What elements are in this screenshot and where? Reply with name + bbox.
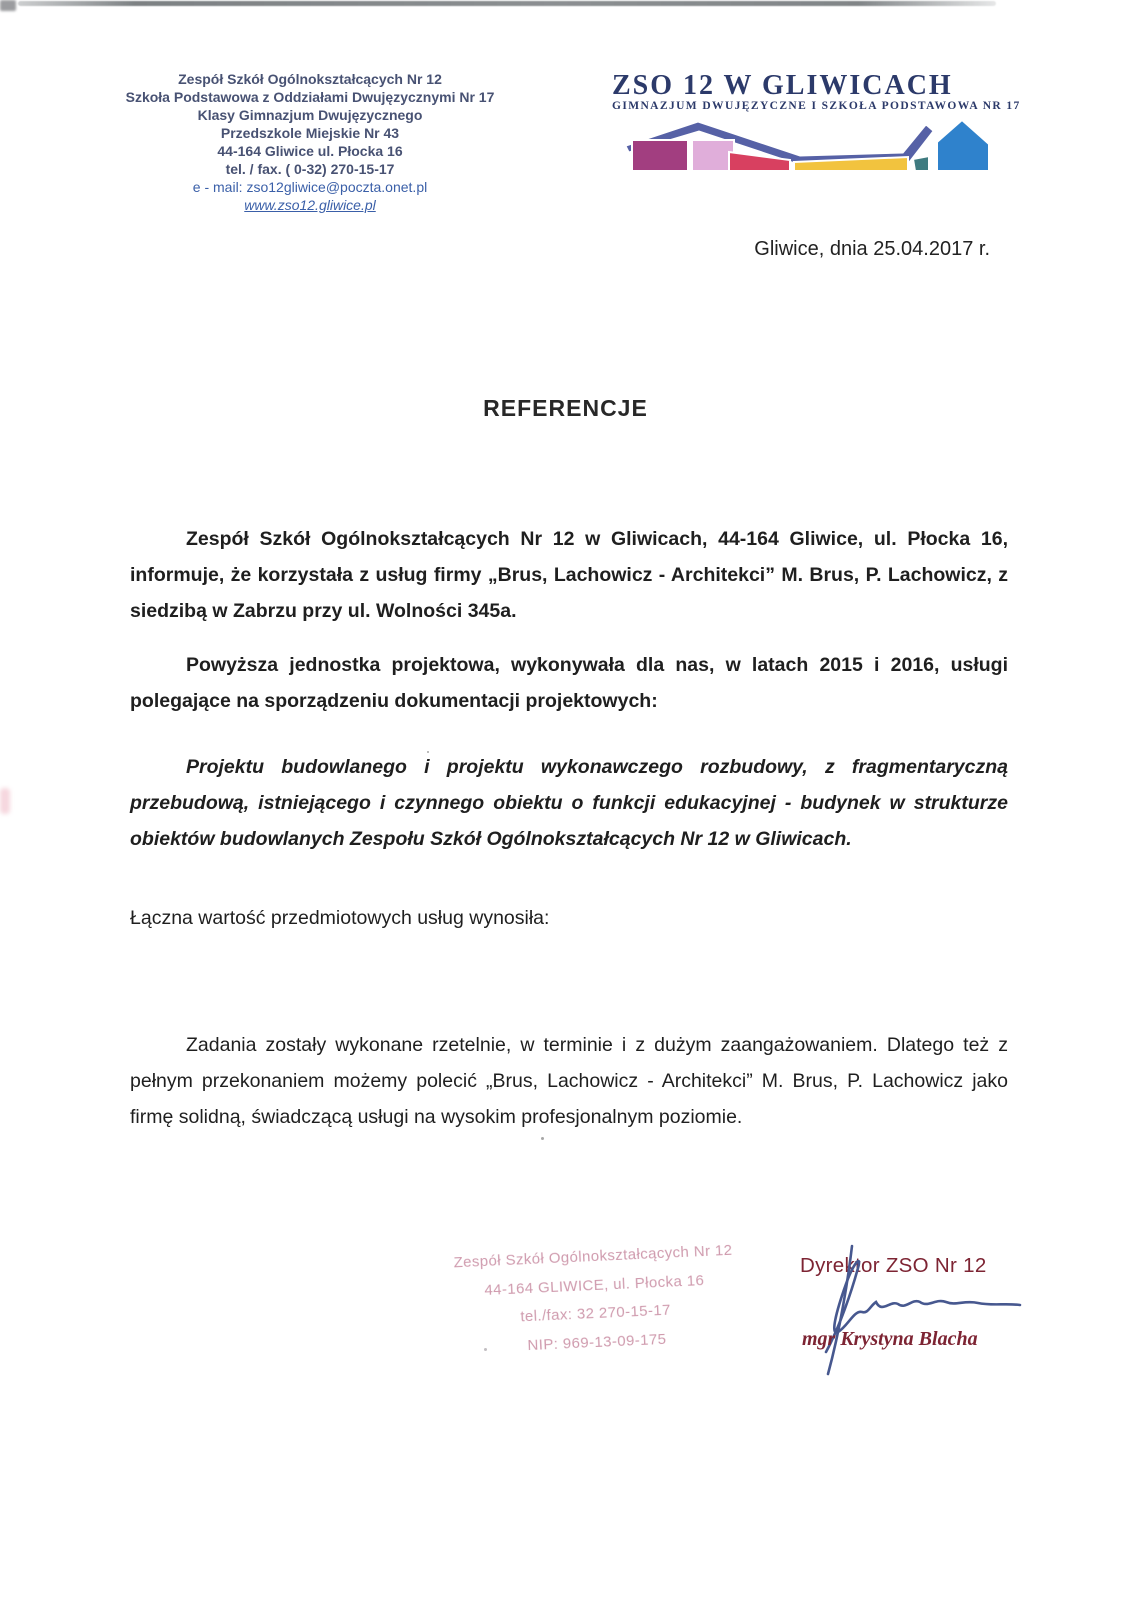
school-website-link: www.zso12.gliwice.pl — [244, 197, 376, 213]
scan-artifact-left-smudge — [0, 788, 10, 814]
logo-subtitle: GIMNAZJUM DWUJĘZYCZNE I SZKOŁA PODSTAWOWA NR 17 — [612, 100, 1021, 112]
school-unit-line: Przedszkole Miejskie Nr 43 — [220, 125, 400, 141]
handwritten-signature-scribble — [788, 1240, 1038, 1390]
school-name-line: Zespół Szkół Ogólnokształcących Nr 12 — [178, 71, 442, 87]
signature-role: Dyrektor ZSO Nr 12 — [800, 1254, 987, 1277]
school-email-line: e - mail: zso12gliwice@poczta.onet.pl — [192, 179, 428, 195]
date-line: Gliwice, dnia 25.04.2017 r. — [754, 238, 990, 260]
letterhead-logo — [612, 70, 1021, 181]
school-unit-line: Szkoła Podstawowa z Oddziałami Dwujęzycznymi Nr 17 — [125, 89, 495, 105]
rubber-stamp — [421, 1235, 770, 1364]
school-unit-line: Klasy Gimnazjum Dwujęzycznego — [197, 107, 423, 123]
paragraph-recommendation: Zadania zostały wykonane rzetelnie, w terminie i z dużym zaangażowaniem. Dlatego też z pełnym przekonaniem możemy polecić „Brus, Lachowicz - Architekci” M. Brus, P. Lachowicz jako firmę solidną, świadczącą usługi na wysokim profesjonalnym poziomie. — [130, 1034, 1008, 1128]
logo-title: ZSO 12 W GLIWICACH — [612, 70, 953, 101]
scan-artifact-top-bar — [18, 1, 996, 6]
paragraph-services-performed: Powyższa jednostka projektowa, wykonywała dla nas, w latach 2015 i 2016, usługi polegające na sporządzeniu dokumentacji projektowych: — [130, 654, 1008, 712]
school-phone-line: tel. / fax. ( 0-32) 270-15-17 — [225, 161, 395, 177]
stamp-line: Zespół Szkół Ogólnokształcących Nr 12 — [453, 1241, 733, 1272]
signature-name: mgr Krystyna Blacha — [802, 1328, 978, 1350]
stamp-line: tel./fax: 32 270-15-17 — [520, 1301, 672, 1326]
stamp-line: 44-164 GLIWICE, ul. Płocka 16 — [484, 1271, 705, 1299]
school-building-logo-icon — [612, 119, 1002, 181]
stamp-line: NIP: 969-13-09-175 — [527, 1330, 667, 1354]
signature-block — [788, 1240, 1038, 1390]
paragraph-total-value: Łączna wartość przedmiotowych usług wynosiła: — [130, 907, 550, 929]
scan-artifact-corner-mark — [0, 0, 16, 11]
scan-artifact-dot — [541, 1137, 544, 1140]
document-title: REFERENCJE — [483, 395, 648, 421]
school-address-line: 44-164 Gliwice ul. Płocka 16 — [217, 143, 403, 159]
paragraph-company-intro: Zespół Szkół Ogólnokształcących Nr 12 w Gliwicach, 44-164 Gliwice, ul. Płocka 16, informuje, że korzystała z usług firmy „Brus, Lachowicz - Architekci” M. Brus, P. Lachowicz, z siedzibą w Zabrzu przy ul. Wolności 345a. — [130, 528, 1008, 622]
paragraph-project-description: Projektu budowlanego i projektu wykonawczego rozbudowy, z fragmentaryczną przebudową, istniejącego i czynnego obiektu o funkcji edukacyjnej - budynek w strukturze obiektów budowlanych Zespołu Szkół Ogólnokształcących Nr 12 w Gliwicach. — [130, 756, 1008, 850]
letterhead-school-info — [108, 70, 512, 214]
